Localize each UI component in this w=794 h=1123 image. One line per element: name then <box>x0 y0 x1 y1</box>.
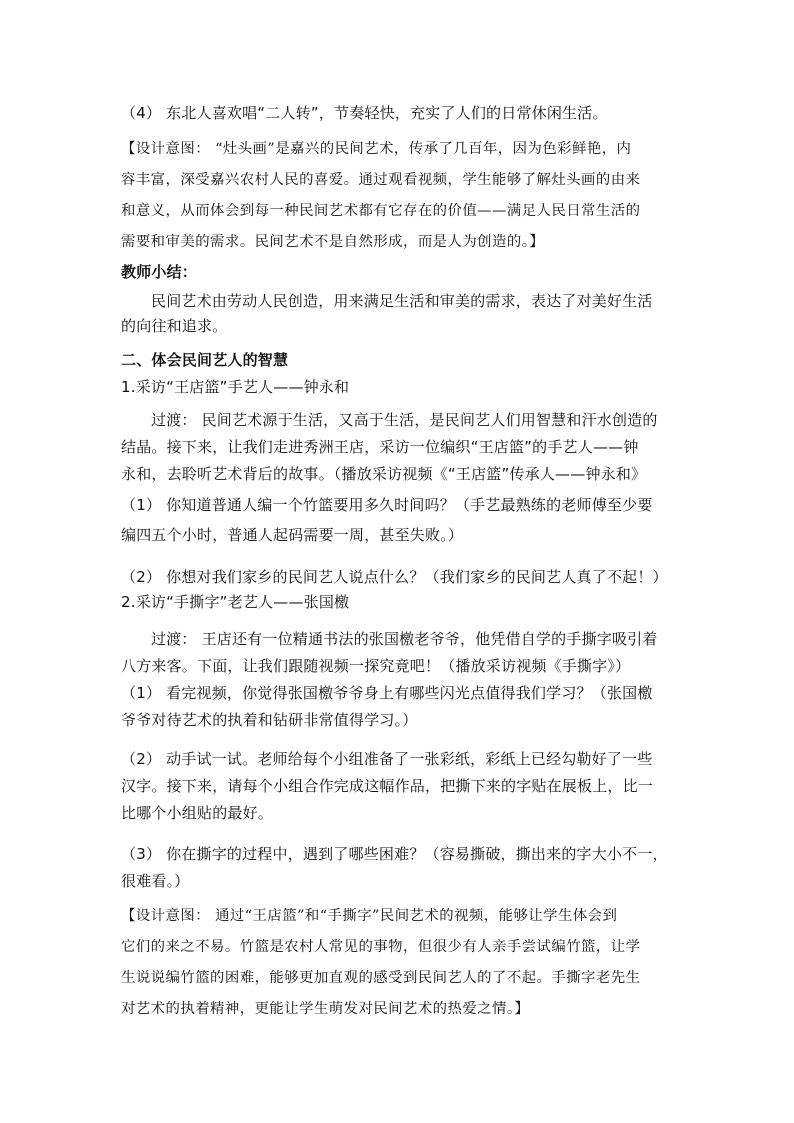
design-intent-line: 容丰富，深受嘉兴农村人民的喜爱。通过观看视频，学生能够了解灶头画的由来 <box>121 172 641 188</box>
design-intent-line: 它们的来之不易。竹篮是农村人常见的事物，但很少有人亲手尝试编竹篮，让学 <box>121 939 641 955</box>
question-line: （2） 你想对我们家乡的民间艺人说点什么？（我们家乡的民间艺人真了不起！） <box>121 568 668 586</box>
list-item-4: （4） 东北人喜欢唱“二人转”，节奏轻快，充实了人们的日常休闲生活。 <box>121 104 608 122</box>
question-line: 比哪个小组贴的最好。 <box>121 804 274 822</box>
question-line: （2） 动手试一试。老师给每个小组准备了一张彩纸，彩纸上已经勾勒好了一些 <box>121 750 653 768</box>
transition-paragraph-line: 过渡： 王店还有一位精通书法的张国檄老爷爷，他凭借自学的手撕字吸引着 <box>151 630 658 648</box>
question-line: （3） 你在撕字的过程中，遇到了哪些困难？（容易撕破，撕出来的字大小不一， <box>121 845 668 863</box>
transition-paragraph-line: 八方来客。下面，让我们跟随视频一探究竟吧！（播放采访视频《手撕字》） <box>121 657 631 675</box>
question-line: 爷爷对待艺术的执着和钻研非常值得学习。） <box>121 711 418 729</box>
subsection-heading: 2.采访“手撕字”老艺人——张国檄 <box>121 593 350 611</box>
question-line: （1） 你知道普通人编一个竹篮要用多久时间吗？（手艺最熟练的老师傅至少要 <box>121 496 653 514</box>
subsection-heading: 1.采访“王店篮”手艺人——钟永和 <box>121 378 350 396</box>
transition-paragraph-line: 永和，去聆听艺术背后的故事。（播放采访视频《“王店篮”传承人——钟永和》 <box>121 465 647 483</box>
design-intent-line: 对艺术的执着精神，更能让学生萌发对民间艺术的热爱之情。】 <box>121 1001 530 1017</box>
design-intent-line: 【设计意图： “灶头画”是嘉兴的民间艺术，传承了几百年，因为色彩鲜艳，内 <box>121 141 632 157</box>
design-intent-line: 生说说编竹篮的困难，能够更加直观的感受到民间艺人的了不起。手撕字老先生 <box>121 970 641 986</box>
question-line: 编四五个小时，普通人起码需要一周，甚至失败。） <box>121 526 464 544</box>
teacher-summary-heading: 教师小结： <box>121 263 198 281</box>
design-intent-line: 需要和审美的需求。民间艺术不是自然形成，而是人为创造的。】 <box>121 234 545 250</box>
teacher-summary-line: 民间艺术由劳动人民创造，用来满足生活和审美的需求，表达了对美好生活 <box>151 292 653 310</box>
question-line: （1） 看完视频，你觉得张国檄爷爷身上有哪些闪光点值得我们学习？（张国檄 <box>121 684 653 702</box>
section-heading: 二、体会民间艺人的智慧 <box>121 351 289 369</box>
design-intent-line: 【设计意图： 通过“王店篮”和“手撕字”民间艺术的视频，能够让学生体会到 <box>121 908 618 924</box>
transition-paragraph-line: 过渡： 民间艺术源于生活，又高于生活，是民间艺人们用智慧和汗水创造的 <box>151 411 658 429</box>
design-intent-line: 和意义，从而体会到每一种民间艺术都有它存在的价值——满足人民日常生活的 <box>121 203 641 219</box>
question-line: 很难看。） <box>121 872 190 890</box>
transition-paragraph-line: 结晶。接下来，让我们走进秀洲王店，采访一位编织“王店篮”的手艺人——钟 <box>121 438 639 456</box>
teacher-summary-line: 的向往和追求。 <box>121 317 228 335</box>
question-line: 汉字。接下来，请每个小组合作完成这幅作品，把撕下来的字贴在展板上，比一 <box>121 777 654 795</box>
